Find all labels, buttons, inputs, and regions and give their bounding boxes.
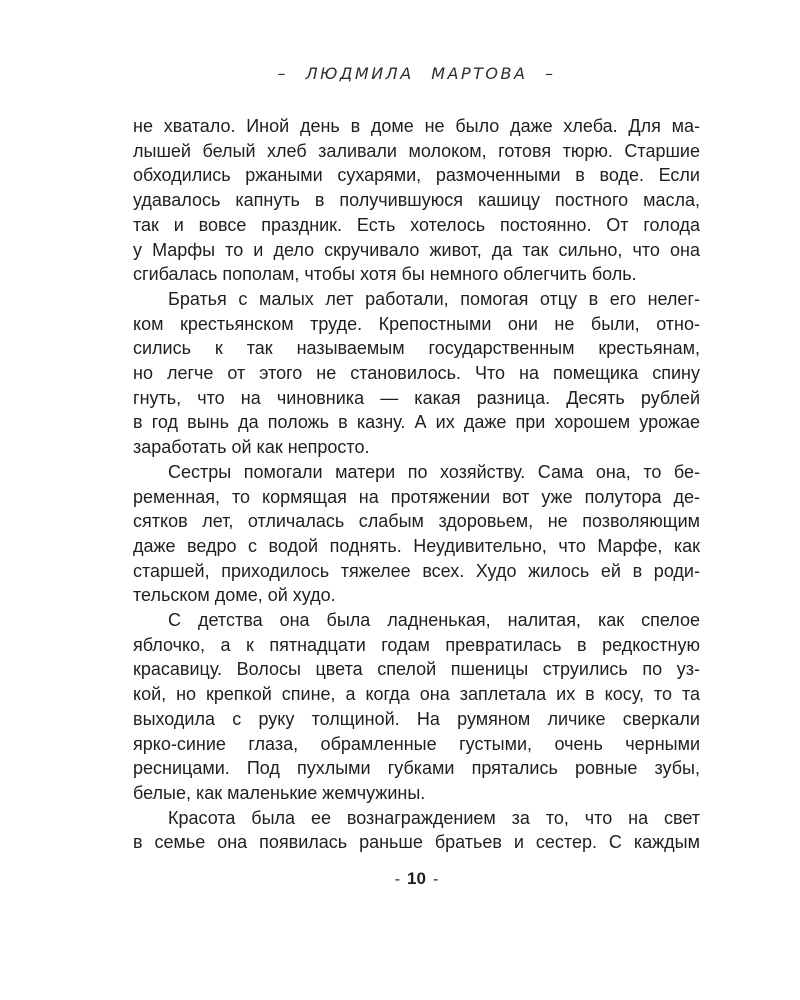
- text-line: ком крестьянском труде. Крепостными они не были, отно-: [133, 313, 700, 334]
- text-line: в семье она появилась раньше братьев и сестер. С каждым: [133, 832, 700, 853]
- text-line: обходились ржаными сухарями, размоченными в воде. Если: [133, 165, 700, 186]
- text-line: Сестры помогали матери по хозяйству. Сама она, то бе-: [168, 461, 700, 482]
- page-number-dash-right: -: [432, 871, 439, 889]
- page-number-value: 10: [407, 869, 426, 889]
- text-line: сятков лет, отличалась слабым здоровьем, не позволяющим: [133, 511, 700, 532]
- text-line: красавицу. Волосы цвета спелой пшеницы струились по уз-: [133, 659, 700, 680]
- page-number-dash-left: -: [394, 871, 401, 889]
- paragraph: [133, 114, 700, 287]
- text-line: лышей белый хлеб заливали молоком, готовя тюрю. Старшие: [133, 140, 700, 161]
- text-line: не хватало. Иной день в доме не было даже хлеба. Для ма-: [133, 116, 700, 136]
- page-content: [133, 0, 700, 889]
- text-line: ресницами. Под пухлыми губками прятались ровные зубы,: [133, 758, 700, 779]
- text-line: Красота была ее вознаграждением за то, что на свет: [168, 807, 700, 828]
- text-line: старшей, приходилось тяжелее всех. Худо жилось ей в роди-: [133, 560, 700, 581]
- text-line: С детства она была ладненькая, налитая, как спелое: [168, 610, 700, 631]
- text-line: Братья с малых лет работали, помогая отцу в его нелег-: [168, 288, 700, 309]
- running-header: – ЛЮДМИЛА МАРТОВА –: [277, 64, 556, 83]
- page-number: [133, 869, 700, 889]
- text-line: тельском доме, ой худо.: [133, 585, 336, 606]
- text-line: сгибалась пополам, чтобы хотя бы немного облегчить боль.: [133, 264, 637, 285]
- paragraph: [133, 608, 700, 806]
- text-line: выходила с руку толщиной. На румяном личике сверкали: [133, 708, 700, 729]
- text-line: яблочко, а к пятнадцати годам превратилась в редкостную: [133, 634, 700, 655]
- text-line: в год вынь да положь в казну. А их даже при хорошем урожае: [133, 412, 700, 433]
- text-line: гнуть, что на чиновника — какая разница. Десять рублей: [133, 387, 700, 408]
- text-line: ременная, то кормящая на протяжении вот уже полутора де-: [133, 486, 700, 507]
- text-line: кой, но крепкой спине, а когда она заплетала их в косу, то та: [133, 684, 700, 705]
- text-line: но легче от этого не становилось. Что на помещика спину: [133, 363, 700, 384]
- text-line: у Марфы то и дело скручивало живот, да так сильно, что она: [133, 239, 700, 260]
- text-line: так и вовсе праздник. Есть хотелось постоянно. От голода: [133, 214, 700, 235]
- text-line: даже ведро с водой поднять. Неудивительно, что Марфе, как: [133, 535, 700, 556]
- text-line: сились к так называемым государственным крестьянам,: [133, 338, 700, 359]
- paragraph: [133, 460, 700, 608]
- paragraph: [133, 806, 700, 855]
- paragraph: [133, 287, 700, 460]
- text-line: белые, как маленькие жемчужины.: [133, 782, 426, 803]
- text-line: удавалось капнуть в получившуюся кашицу постного масла,: [133, 190, 700, 211]
- text-line: ярко-синие глаза, обрамленные густыми, очень черными: [133, 733, 700, 754]
- page-body: [133, 114, 700, 855]
- text-line: заработать ой как непросто.: [133, 437, 370, 458]
